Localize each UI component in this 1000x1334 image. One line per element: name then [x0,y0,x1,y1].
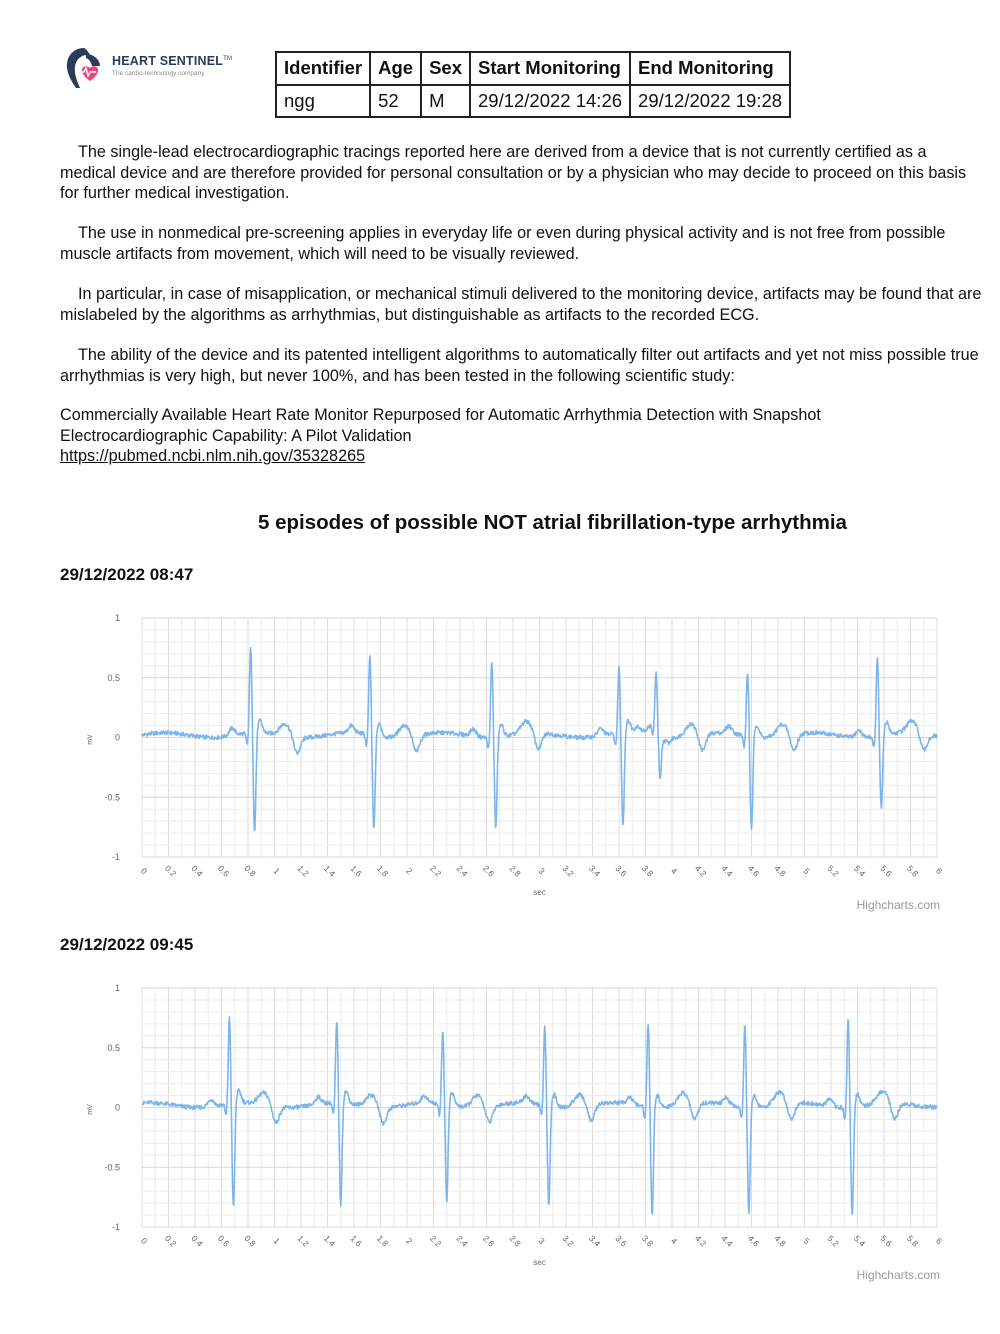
header-start-monitoring: Start Monitoring [470,52,630,85]
x-tick-label: 0.2 [162,863,179,879]
x-tick-label: 2 [403,1235,415,1247]
x-tick-label: 2.8 [507,1233,523,1249]
x-tick-label: 2 [403,865,415,877]
citation-link[interactable]: https://pubmed.ncbi.nlm.nih.gov/35328265 [60,447,366,465]
y-tick-label: -0.5 [104,1162,120,1173]
x-tick-label: 5.2 [825,863,841,879]
x-tick-label: 0.8 [242,1233,258,1249]
x-tick-label: 0.6 [215,863,232,879]
grid [142,618,937,857]
y-tick-label: 0 [114,1102,120,1113]
x-tick-label: 3.6 [613,1233,629,1249]
disclaimer-paragraph-1: The single-lead electrocardiographic tracings reported here are derived from a device that is not currently certified as a medical device and are therefore provided for personal consultation or by a physician who may decide to proceed on this basis for further medical investigation. [60,143,967,202]
x-tick-label: 0.4 [189,1233,205,1249]
x-tick-label: 1.2 [295,863,311,879]
cell-end-monitoring: 29/12/2022 19:28 [630,85,790,117]
header-end-monitoring: End Monitoring [630,52,790,85]
x-tick-label: 4.6 [745,1233,762,1249]
table-header-row [276,52,790,85]
x-tick-label: 3 [536,865,547,877]
x-tick-label: 4.8 [772,863,788,879]
y-tick-label: -0.5 [104,792,120,803]
ecg-chart-1-svg [60,598,960,918]
x-tick-label: 4.2 [692,1233,709,1249]
header-identifier: Identifier [276,52,370,85]
x-tick-label: 4.6 [745,863,762,879]
y-tick-label: 0.5 [107,1042,120,1053]
x-tick-label: 3.2 [560,1233,576,1249]
x-tick-label: 0.6 [215,1233,232,1249]
x-tick-label: 0.8 [242,863,258,879]
x-tick-label: 5.8 [904,863,921,879]
x-tick-label: 1.4 [321,863,338,879]
x-tick-label: 6 [933,865,945,877]
ecg-chart-2-svg [60,968,960,1288]
x-tick-label: 2.2 [427,1233,444,1249]
cell-age: 52 [370,85,421,117]
x-tick-label: 2.4 [454,1233,470,1249]
disclaimer-paragraph-3: In particular, in case of misapplication, or mechanical stimuli delivered to the monitoring device, artifacts may be found that are mislabeled by the algorithms as arrhythmias, but distinguishable as artifacts to the recorded ECG. [60,285,982,324]
x-tick-label: 5.6 [878,1233,894,1249]
x-tick-label: 0.2 [162,1233,179,1249]
x-tick-label: 5.4 [851,1233,868,1249]
x-tick-label: 1.6 [348,1233,364,1249]
cell-identifier: ngg [276,85,370,117]
x-axis-label: sec [533,888,546,897]
x-tick-label: 3 [536,1235,547,1247]
x-tick-label: 2.4 [454,863,470,879]
heart-sentinel-logo-icon [64,44,108,94]
x-tick-label: 0.4 [189,863,205,879]
patient-info-table [275,51,791,118]
highcharts-credit[interactable]: Highcharts.com [856,898,940,912]
x-tick-label: 3.4 [586,863,603,879]
x-tick-label: 5 [801,1235,812,1247]
y-tick-label: 0.5 [107,672,120,683]
header-sex: Sex [421,52,470,85]
x-tick-label: 1.4 [321,1233,338,1249]
episode-2-date: 29/12/2022 09:45 [60,935,194,954]
x-tick-label: 5.2 [825,1233,841,1249]
citation [60,405,960,467]
brand-name: HEART SENTINEL™ [112,54,233,68]
x-tick-label: 2.8 [507,863,523,879]
ecg-chart-1 [60,598,960,928]
cell-start-monitoring: 29/12/2022 14:26 [470,85,630,117]
x-tick-label: 4.4 [719,1233,735,1249]
x-tick-label: 2.6 [480,863,497,879]
x-tick-label: 0 [138,865,150,877]
y-tick-label: -1 [111,852,120,862]
x-tick-label: 6 [933,1235,945,1247]
x-tick-label: 4 [668,865,680,877]
citation-title: Commercially Available Heart Rate Monitor Repurposed for Automatic Arrhythmia Detection with Snapshot Electrocardiographic Capability: A Pilot Validation [60,406,821,445]
y-tick-label: 1 [114,983,120,993]
x-tick-label: 5.6 [878,863,894,879]
x-tick-label: 4.2 [692,863,709,879]
x-tick-label: 3.4 [586,1233,603,1249]
disclaimer-paragraph-4: The ability of the device and its patented intelligent algorithms to automatically filter out artifacts and yet not miss possible true arrhythmias is very high, but never 100%, and has been tested in the following scientific study: [60,346,979,385]
brand-tagline: The cardio-technology company [112,70,205,77]
highcharts-credit[interactable]: Highcharts.com [856,1268,940,1282]
ecg-chart-2 [60,968,960,1298]
x-tick-label: 1.8 [374,1233,391,1249]
x-tick-label: 4 [668,1235,680,1247]
brand-logo [64,44,264,96]
x-tick-label: 5.8 [904,1233,921,1249]
cell-sex: M [421,85,470,117]
x-tick-label: 3.6 [613,863,629,879]
x-tick-label: 3.2 [560,863,576,879]
x-tick-label: 1.6 [348,863,364,879]
x-tick-label: 1 [271,1235,282,1247]
table-row [276,85,790,117]
section-title: 5 episodes of possible NOT atrial fibrillation-type arrhythmia [258,511,847,534]
episode-1-date: 29/12/2022 08:47 [60,565,194,584]
x-tick-label: 3.8 [639,863,656,879]
x-tick-label: 4.4 [719,863,735,879]
x-tick-label: 1.2 [295,1233,311,1249]
x-tick-label: 4.8 [772,1233,788,1249]
x-tick-label: 1 [271,865,282,877]
x-axis-label: sec [533,1258,546,1267]
x-tick-label: 5 [801,865,812,877]
x-tick-label: 0 [138,1235,150,1247]
y-tick-label: -1 [111,1222,120,1232]
x-tick-label: 5.4 [851,863,868,879]
x-tick-label: 2.6 [480,1233,497,1249]
y-axis-label: mV [87,734,94,745]
header-age: Age [370,52,421,85]
y-axis-label: mV [87,1104,94,1115]
x-tick-label: 2.2 [427,863,444,879]
x-tick-label: 1.8 [374,863,391,879]
x-tick-label: 3.8 [639,1233,656,1249]
disclaimer-paragraph-2: The use in nonmedical pre-screening applies in everyday life or even during physical activity and is not free from possible muscle artifacts from movement, which will need to be visually reviewed. [60,224,946,263]
y-tick-label: 0 [114,732,120,743]
y-tick-label: 1 [114,613,120,623]
